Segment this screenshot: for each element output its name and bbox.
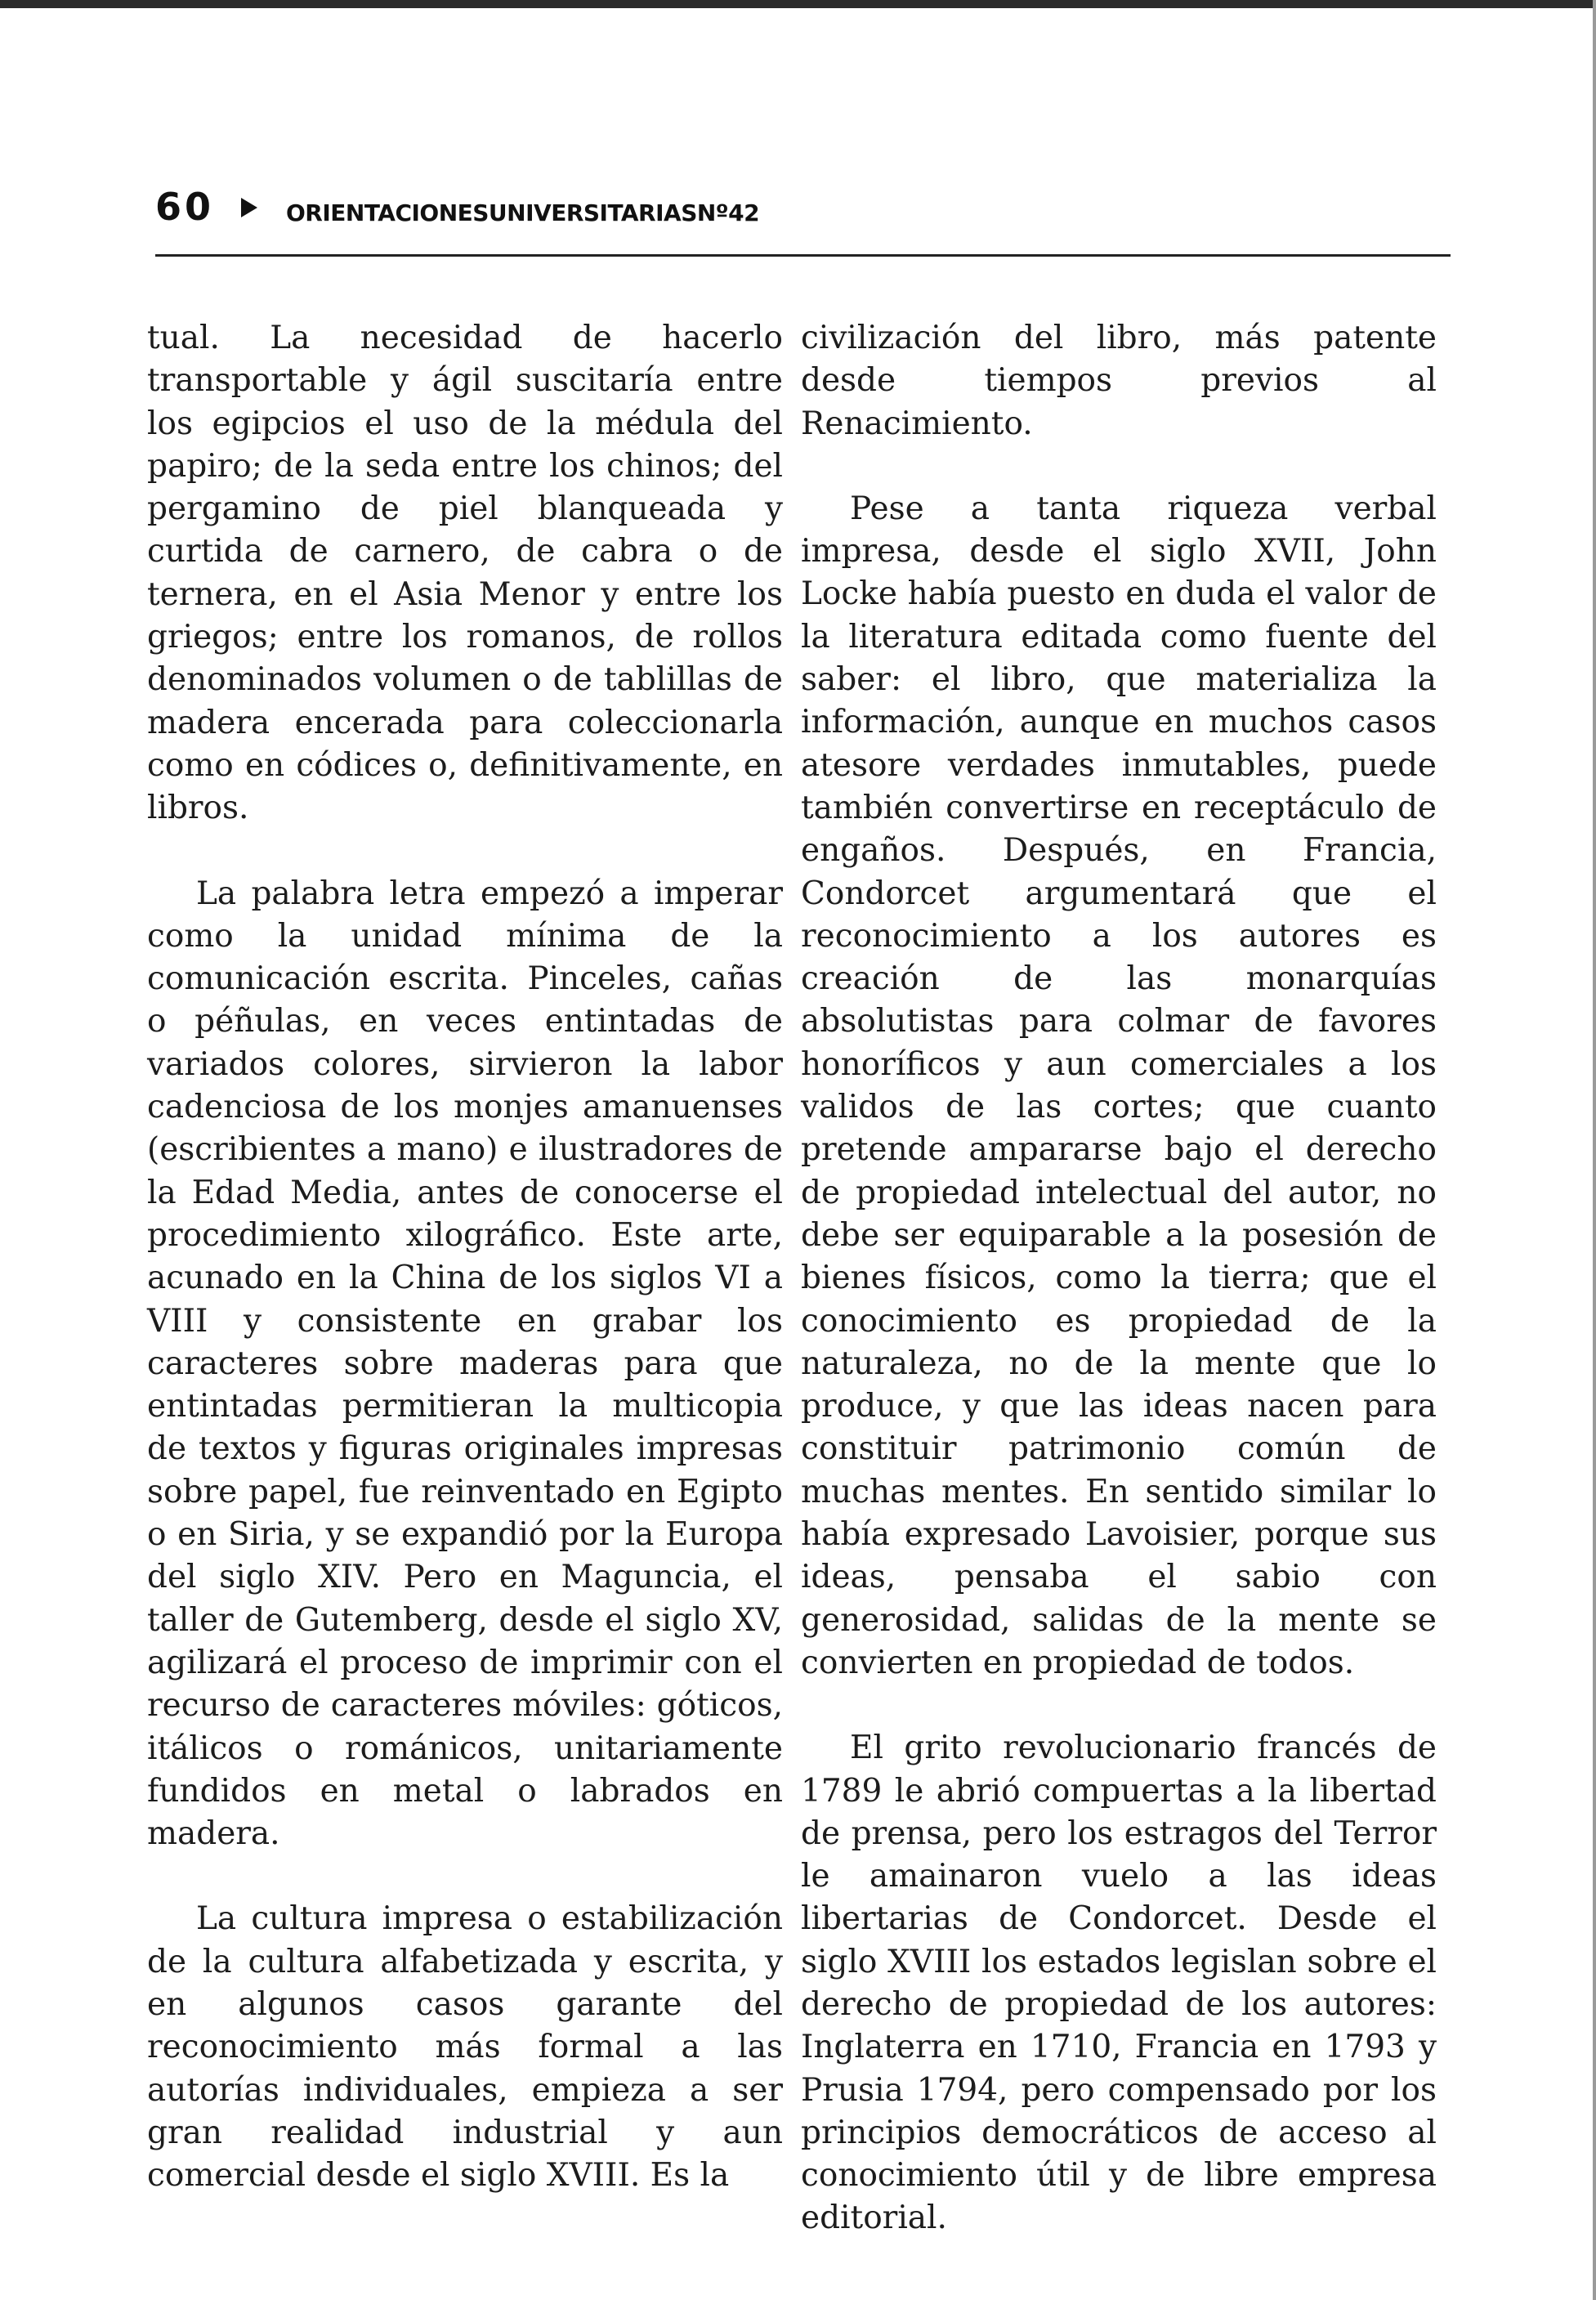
paragraph-right-3: El grito revolucionario francés de 1789 le abrió compuertas a la libertad de prensa, pero los estragos del Terror le amainaron vuelo a las ideas libertarias de Condorcet. Desde el siglo XVIII los estados legislan sobre el derecho de propiedad de los autores: Inglaterra en 1710, Francia en 1793 y Prusia 1794, pero compensado por los principios democráticos de acceso al conocimiento útil y de libre empresa editorial. — [801, 1729, 1437, 2237]
paragraph-left-2: La palabra letra empezó a imperar como la unidad mínima de la comunicación escrita. Pinceles, cañas o péñulas, en veces entintadas de variados colores, sirvieron la labor cadenciosa de los monjes amanuenses (escribientes a mano) e ilustradores de la Edad Media, antes de conocerse el procedimiento xilográfico. Este arte, acunado en la China de los siglos VI a VIII y consistente en grabar los caracteres sobre maderas para que entintadas permitieran la multicopia de textos y figuras originales impresas sobre papel, fue reinventado en Egipto o en Siria, y se expandió por la Europa del siglo XIV. Pero en Maguncia, el taller de Gutemberg, desde el siglo XV, agilizará el proceso de imprimir con el recurso de caracteres móviles: góticos, itálicos o románicos, unitariamente fundidos en metal o labrados en madera. — [147, 875, 783, 1853]
scan-edge-right — [1593, 0, 1596, 2300]
scan-edge-top — [0, 0, 1596, 8]
header-rule — [155, 254, 1451, 257]
paragraph-right-2: Pese a tanta riqueza verbal impresa, desde el siglo XVII, John Locke había puesto en duda el valor de la literatura editada como fuente del saber: el libro, que materializa la información, aunque en muchos casos atesore verdades inmutables, puede también convertirse en receptáculo de engaños. Después, en Francia, Condorcet argumentará que el reconocimiento a los autores es creación de las monarquías absolutistas para colmar de favores honoríficos y aun comerciales a los validos de las cortes; que cuanto pretende ampararse bajo el derecho de propiedad intelectual del autor, no debe ser equiparable a la posesión de bienes físicos, como la tierra; que el conocimiento es propiedad de la naturaleza, no de la mente que lo produce, y que las ideas nacen para constituir patrimonio común de muchas mentes. En sentido similar lo había expresado Lavoisier, porque sus ideas, pensaba el sabio con generosidad, salidas de la mente se convierten en propiedad de todos. — [801, 490, 1437, 1681]
page-number: 60 — [155, 185, 215, 229]
triangle-arrow-icon — [241, 198, 257, 217]
running-header — [155, 185, 1451, 234]
paragraph-left-1: tual. La necesidad de hacerlo transportable y ágil suscitaría entre los egipcios el uso de la médula del papiro; de la seda entre los chinos; del pergamino de piel blanqueada y curtida de carnero, de cabra o de ternera, en el Asia Menor y entre los griegos; entre los romanos, de rollos denominados volumen o de tablillas de madera encerada para coleccionarla como en códices o, definitivamente, en libros. — [147, 320, 783, 827]
paragraph-left-3: La cultura impresa o estabilización de la cultura alfabetizada y escrita, y en algunos casos garante del reconocimiento más formal a las autorías individuales, empieza a ser gran realidad industrial y aun comercial desde el siglo XVIII. Es la — [147, 1900, 783, 2195]
left-column — [147, 317, 783, 2197]
paragraph-right-1: civilización del libro, más patente desde tiempos previos al Renacimiento. — [801, 320, 1437, 442]
right-column — [801, 317, 1437, 2240]
journal-title: ORIENTACIONESUNIVERSITARIASNº42 — [286, 199, 760, 226]
